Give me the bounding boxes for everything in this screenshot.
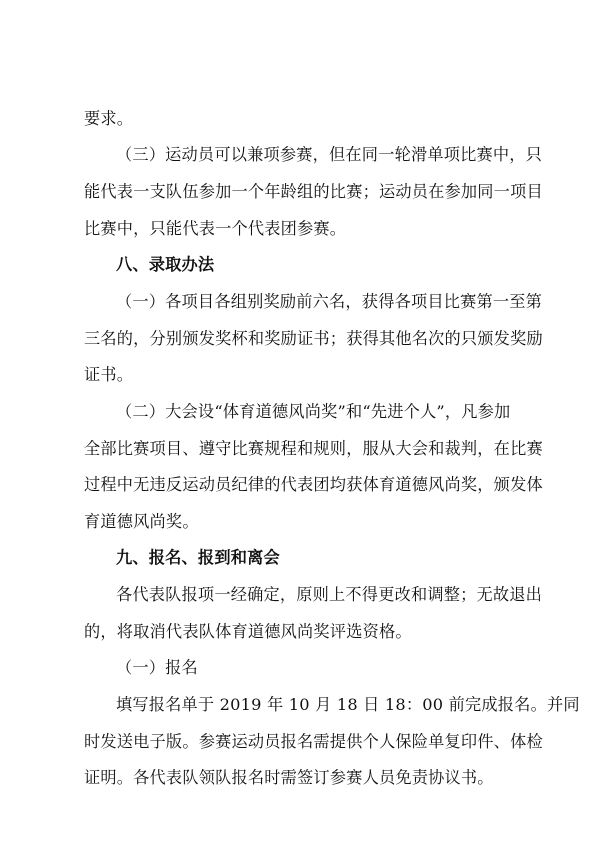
paragraph-line: 的，将取消代表队体育道德风尚奖评选资格。 (84, 622, 412, 641)
paragraph-line: （三）运动员可以兼项参赛，但在同一轮滑单项比赛中，只 (116, 145, 543, 164)
paragraph-line: 三名的，分别颁发奖杯和奖励证书；获得其他名次的只颁发奖励 (84, 329, 543, 348)
paragraph-line: 过程中无违反运动员纪律的代表团均获体育道德风尚奖，颁发体 (84, 475, 543, 494)
paragraph-line: （一）各项目各组别奖励前六名，获得各项目比赛第一至第 (116, 292, 543, 311)
paragraph-line: 比赛中，只能代表一个代表团参赛。 (84, 219, 347, 238)
section-heading: 九、报名、报到和离会 (116, 548, 280, 567)
paragraph-line: （二）大会设“体育道德风尚奖”和“先进个人”，凡参加 (116, 402, 511, 421)
subsection-heading: （一）报名 (116, 658, 198, 677)
paragraph-line: 育道德风尚奖。 (84, 512, 199, 531)
paragraph-line: 填写报名单于 2019 年 10 月 18 日 18：00 前完成报名。并同 (116, 695, 580, 714)
paragraph-line: 能代表一支队伍参加一个年龄组的比赛；运动员在参加同一项目 (84, 182, 543, 201)
paragraph-line: 全部比赛项目、遵守比赛规程和规则，服从大会和裁判，在比赛 (84, 439, 543, 458)
section-heading: 八、录取办法 (116, 255, 215, 274)
paragraph-line: 证明。各代表队领队报名时需签订参赛人员免责协议书。 (84, 768, 494, 787)
paragraph-line: 证书。 (84, 365, 134, 384)
paragraph-line: 各代表队报项一经确定，原则上不得更改和调整；无故退出 (116, 585, 543, 604)
paragraph-line: 时发送电子版。参赛运动员报名需提供个人保险单复印件、体检 (84, 732, 543, 751)
paragraph-line: 要求。 (84, 109, 134, 128)
